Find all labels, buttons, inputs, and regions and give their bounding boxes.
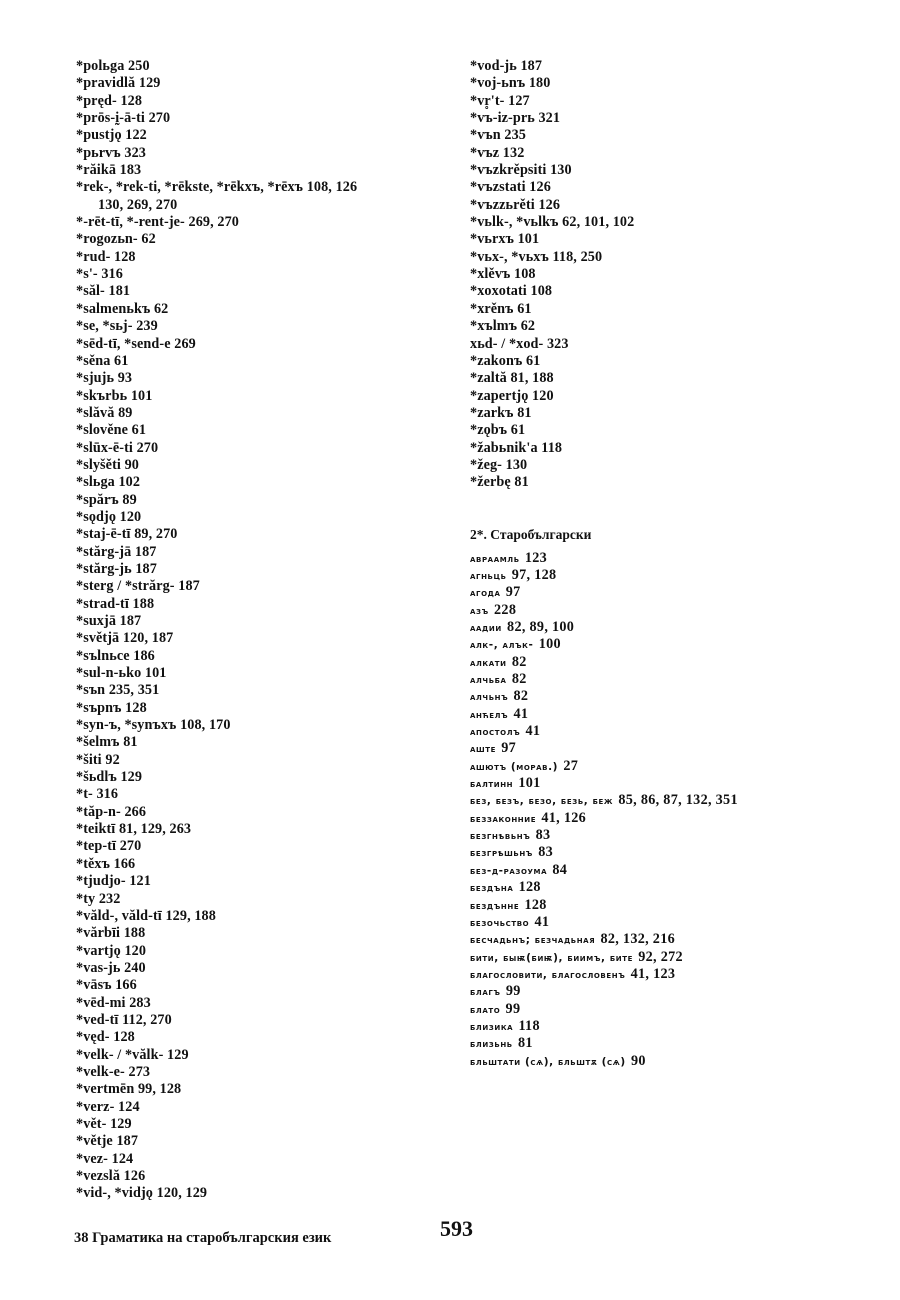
index-entry <box>470 983 870 1000</box>
page-refs: 99 <box>505 1000 521 1017</box>
index-entry <box>470 1053 870 1070</box>
index-entry: *pustjǫ 122 <box>76 127 147 144</box>
page-refs: 123 <box>524 549 548 566</box>
index-entry: *vr̥'t- 127 <box>470 92 530 109</box>
index-entry <box>470 810 870 827</box>
index-entry: *polьga 250 <box>76 58 150 74</box>
index-entry: *pьrvъ 323 <box>76 144 146 161</box>
index-entry <box>470 931 870 948</box>
index-entry: *slūx-ē-ti 270 <box>76 439 159 456</box>
headword: алк-, алък- <box>470 639 534 652</box>
page-refs: 128 <box>518 879 541 896</box>
headword: бездъна <box>470 882 514 895</box>
index-entry <box>470 879 870 896</box>
index-entry: *strad-tī 188 <box>76 595 155 612</box>
index-entry: *s'- 316 <box>76 266 123 283</box>
index-entry: *vez- 124 <box>76 1150 134 1167</box>
headword: анћелъ <box>470 708 509 721</box>
index-entry: *skъrbь 101 <box>76 387 153 404</box>
headword: беззаконние <box>470 812 537 825</box>
index-entry: *rek-, *rek-ti, *rēkste, *rēkxъ, *rēxъ 108, 126 <box>76 179 358 196</box>
index-entry: *zaltă 81, 188 <box>470 370 554 387</box>
index-entry: *vъz 132 <box>470 144 525 161</box>
index-entry: *slăvă 89 <box>76 404 133 421</box>
index-entry: *zakonъ 61 <box>470 352 541 369</box>
headword: алчьнъ <box>470 691 509 704</box>
index-entry: *vid-, *vidjǫ 120, 129 <box>76 1185 208 1202</box>
index-entry: *vāsъ 166 <box>76 977 137 994</box>
page-refs: 82, 132, 216 <box>600 931 675 948</box>
headword: аште <box>470 743 497 756</box>
page-refs: 128 <box>524 896 547 913</box>
index-entry: *sul-n-ьko 101 <box>76 665 167 682</box>
index-entry <box>470 671 870 688</box>
index-entry-continuation: 130, 269, 270 <box>98 196 178 213</box>
page-refs: 97 <box>501 740 517 757</box>
index-entry: *vęd- 128 <box>76 1029 135 1046</box>
page-refs: 83 <box>538 844 554 861</box>
index-entry: *vъzkrěpsiti 130 <box>470 162 572 179</box>
index-entry <box>470 966 870 983</box>
index-entry: xьd- / *xod- 323 <box>470 335 569 352</box>
index-entry: *slyšěti 90 <box>76 456 139 473</box>
index-entry: *voj-ьnъ 180 <box>470 75 551 92</box>
index-entry: *šelmъ 81 <box>76 734 138 751</box>
index-entry <box>470 584 870 601</box>
index-entry: *vět- 129 <box>76 1115 132 1132</box>
headword: алкати <box>470 656 507 669</box>
page-refs: 99 <box>505 983 521 1000</box>
index-entry: *vъ-iz-prь 321 <box>470 110 561 127</box>
index-entry: *zǫbъ 61 <box>470 422 526 439</box>
index-entry: *verz- 124 <box>76 1098 140 1115</box>
index-entry <box>470 827 870 844</box>
index-entry: *větje 187 <box>76 1133 139 1150</box>
index-entry: *rud- 128 <box>76 248 136 265</box>
page-refs: 81 <box>517 1035 533 1052</box>
page-number: 593 <box>440 1216 473 1241</box>
headword: балтинн <box>470 778 514 791</box>
headword: без-д-разоума <box>470 864 548 877</box>
index-entry: *sъpnъ 128 <box>76 699 147 716</box>
running-footer: 38 Граматика на старобългарския език <box>74 1230 332 1246</box>
index-entry: *vertmēn 99, 128 <box>76 1081 182 1098</box>
section-spacer <box>470 509 870 526</box>
index-entry: *xъlmъ 62 <box>470 318 536 335</box>
index-entry: *pręd- 128 <box>76 92 143 109</box>
index-entry: *vas-jь 240 <box>76 959 146 976</box>
index-entry: *slověne 61 <box>76 422 147 439</box>
headword: благъ <box>470 986 501 999</box>
index-entry: *-rēt-tī, *-rent-je- 269, 270 <box>76 214 239 231</box>
index-entry: *pravidlă 129 <box>76 75 161 92</box>
section-heading: 2*. Старобългарски <box>470 527 592 543</box>
page-refs: 41, 123 <box>630 965 676 982</box>
index-entry: *sterg / *strărg- 187 <box>76 578 200 595</box>
index-entry <box>470 636 870 653</box>
index-entry: *vartjǫ 120 <box>76 942 147 959</box>
index-entry <box>470 844 870 861</box>
index-entry <box>470 1001 870 1018</box>
index-entry: *vēd-mi 283 <box>76 994 151 1011</box>
index-entry: *tep-tī 270 <box>76 838 142 855</box>
index-entry: *šiti 92 <box>76 751 120 768</box>
index-entry: *suxjā 187 <box>76 613 142 629</box>
headword: близика <box>470 1020 514 1033</box>
page-refs: 228 <box>494 601 517 618</box>
index-entry <box>470 792 870 809</box>
index-entry: *staj-ē-tī 89, 270 <box>76 526 178 543</box>
index-entry <box>470 862 870 879</box>
index-entry: *xoxotati 108 <box>470 283 553 300</box>
index-entry: *teiktī 81, 129, 263 <box>76 821 192 838</box>
page-refs: 90 <box>630 1052 646 1069</box>
page-refs: 82 <box>513 688 529 705</box>
headword: аадии <box>470 622 502 634</box>
index-entry: *vьrxъ 101 <box>470 231 540 248</box>
index-column-right <box>470 58 870 1070</box>
index-entry: *stărg-jā 187 <box>76 543 157 560</box>
index-entry: *sěna 61 <box>76 352 129 369</box>
headword: бесчадьнъ; безчадьная <box>470 934 596 947</box>
index-entry: *syn-ъ, *synъxъ 108, 170 <box>76 717 231 734</box>
headword: агньць <box>470 569 507 582</box>
page-refs: 97 <box>505 584 521 601</box>
index-entry: *se, *sьj- 239 <box>76 318 158 335</box>
index-entry <box>470 897 870 914</box>
index-entry: *tjudjo- 121 <box>76 873 151 890</box>
index-entry: *vъzzьrěti 126 <box>470 196 561 213</box>
page-refs: 41 <box>513 705 529 722</box>
index-entry <box>470 1018 870 1035</box>
index-entry: *t- 316 <box>76 786 119 803</box>
headword: бездънне <box>470 899 520 912</box>
headword: близьнь <box>470 1038 513 1051</box>
index-entry: *prōs-ḭ-ā-ti 270 <box>76 110 171 127</box>
index-entry: *velk- / *vălk- 129 <box>76 1046 189 1063</box>
index-entry: *vьx-, *vьxъ 118, 250 <box>470 248 603 265</box>
headword: ашютъ (морав.) <box>470 760 559 773</box>
index-entry: *šьdlъ 129 <box>76 769 143 786</box>
index-entry: *slьga 102 <box>76 474 141 491</box>
page-refs: 97, 128 <box>511 566 557 583</box>
index-column-left <box>76 58 456 1203</box>
index-entry: *ved-tī 112, 270 <box>76 1011 172 1028</box>
index-entry: *răikā 183 <box>76 162 142 179</box>
index-entry: *zapertjǫ 120 <box>470 387 554 404</box>
headword: алчьба <box>470 674 507 687</box>
index-entry <box>470 706 870 723</box>
index-entry: *světjā 120, 187 <box>76 630 174 647</box>
index-entry: *salmenьkъ 62 <box>76 300 169 317</box>
headword: безочьство <box>470 916 530 929</box>
index-entry <box>470 740 870 757</box>
headword: без, безъ, безо, безь, беж <box>470 795 614 808</box>
index-entry <box>470 1035 870 1052</box>
index-entry: *spărъ 89 <box>76 491 137 508</box>
index-entry: *vьlk-, *vьlkъ 62, 101, 102 <box>470 214 635 231</box>
page-refs: 41 <box>534 913 550 930</box>
index-entry <box>470 723 870 740</box>
index-entry: *văld-, văld-tī 129, 188 <box>76 907 216 924</box>
index-entry: *xlěvъ 108 <box>470 266 536 283</box>
index-entry <box>470 654 870 671</box>
page-refs: 100 <box>538 636 561 653</box>
page-refs: 83 <box>535 827 551 844</box>
page-refs: 41, 126 <box>541 809 587 826</box>
index-entry <box>470 602 870 619</box>
headword: бити, быѭ(биѭ), биимъ, бите <box>470 951 633 964</box>
headword: авраамль <box>470 552 520 565</box>
index-entry: *vezslă 126 <box>76 1168 146 1184</box>
index-entry <box>470 550 870 567</box>
headword: апостолъ <box>470 726 521 739</box>
index-entry: *žeg- 130 <box>470 456 528 473</box>
index-entry: *stărg-jь 187 <box>76 560 157 577</box>
index-entry: *těxъ 166 <box>76 855 136 872</box>
index-entry: *tăp-n- 266 <box>76 803 147 820</box>
index-entry <box>470 688 870 705</box>
index-entry: *vod-jь 187 <box>470 58 543 74</box>
index-entry: *săl- 181 <box>76 283 131 300</box>
index-entry: *ty 232 <box>76 890 121 907</box>
page-refs: 118 <box>518 1017 540 1034</box>
index-entry: *velk-e- 273 <box>76 1063 151 1080</box>
index-entry: *vъn 235 <box>470 127 526 144</box>
page-refs: 84 <box>552 861 568 878</box>
index-entry <box>470 619 870 636</box>
index-entry: *sēd-tī, *send-e 269 <box>76 335 196 352</box>
headword: блато <box>470 1003 501 1016</box>
index-entry: *sъn 235, 351 <box>76 682 160 699</box>
page-refs: 27 <box>563 757 579 774</box>
index-entry <box>470 949 870 966</box>
index-entry: *xrěnъ 61 <box>470 300 532 317</box>
index-entry: *rogozьn- 62 <box>76 231 156 248</box>
headword: безгнѣвьнъ <box>470 830 531 843</box>
index-entry <box>470 775 870 792</box>
index-entry: *sъlnьce 186 <box>76 647 155 664</box>
page-refs: 92, 272 <box>638 948 683 965</box>
page-refs: 41 <box>525 723 541 740</box>
headword: безгрѣшьнъ <box>470 847 533 860</box>
index-entry: *zarkъ 81 <box>470 404 532 421</box>
index-entry: *sjujь 93 <box>76 370 133 387</box>
index-entry <box>470 914 870 931</box>
page-refs: 82, 89, 100 <box>507 619 575 635</box>
index-entry: *vărbīi 188 <box>76 925 146 942</box>
headword: бльштати (сѧ), бльштѫ (сѧ) <box>470 1055 626 1068</box>
page-refs: 85, 86, 87, 132, 351 <box>618 792 738 809</box>
index-entry <box>470 567 870 584</box>
page-refs: 82 <box>511 671 527 688</box>
index-entry: *žerbę 81 <box>470 474 529 491</box>
index-entry <box>470 758 870 775</box>
page-refs: 101 <box>518 775 541 792</box>
section-spacer <box>470 492 870 509</box>
headword: благословити, благословенъ <box>470 968 626 981</box>
page-refs: 82 <box>511 653 527 670</box>
headword: азъ <box>470 604 489 617</box>
index-entry: *žabьnik'a 118 <box>470 439 563 456</box>
index-entry: *vъzstati 126 <box>470 179 551 196</box>
index-entry: *sǫdjǫ 120 <box>76 508 142 525</box>
headword: агода <box>470 587 501 600</box>
